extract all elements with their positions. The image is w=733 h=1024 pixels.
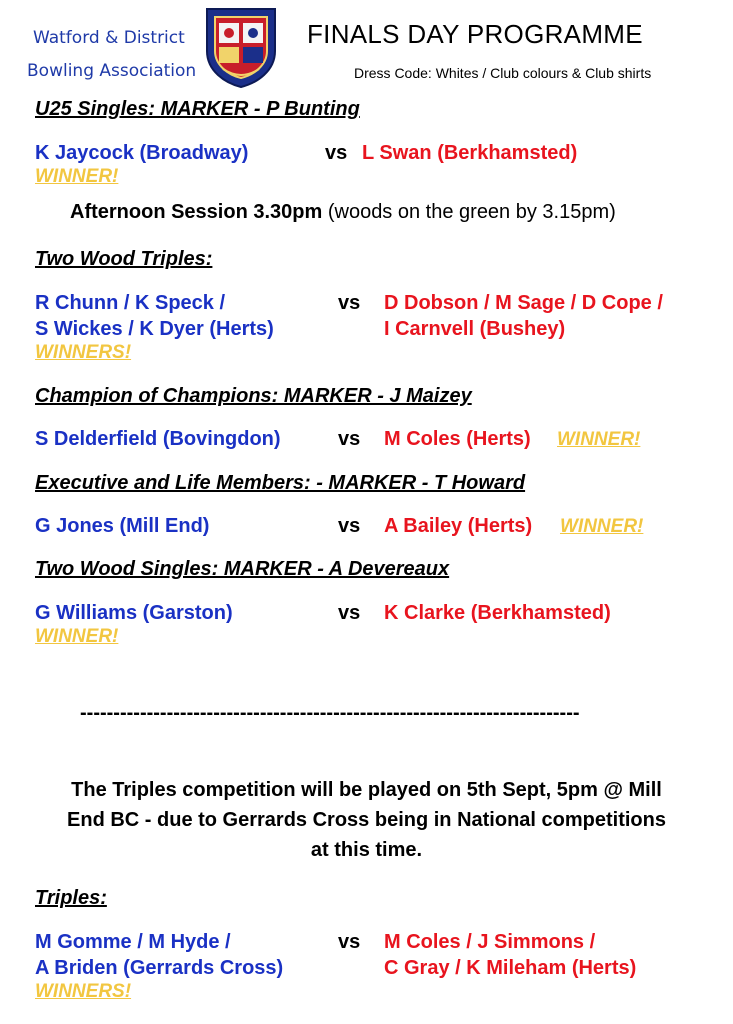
- page-title: FINALS DAY PROGRAMME: [307, 19, 643, 49]
- triples-left-line1: M Gomme / M Hyde /: [35, 931, 231, 953]
- two-wood-triples-left-line1: R Chunn / K Speck /: [35, 292, 226, 314]
- executive-player-left: G Jones (Mill End): [35, 515, 210, 537]
- executive-winner-label: WINNER!: [560, 516, 644, 537]
- triples-note-line1: The Triples competition will be played on 5th Sept, 5pm @ Mill: [71, 779, 662, 801]
- triples-right-line1: M Coles / J Simmons /: [384, 931, 596, 953]
- executive-life-members-heading: Executive and Life Members: - MARKER - T Howard: [35, 472, 526, 494]
- two-wood-triples-vs: vs: [338, 292, 361, 314]
- triples-note-line2: End BC - due to Gerrards Cross being in National competitions: [67, 809, 666, 831]
- u25-player-right: L Swan (Berkhamsted): [362, 142, 578, 164]
- u25-player-left: K Jaycock (Broadway): [35, 142, 249, 164]
- association-crest-logo: [205, 7, 277, 89]
- u25-vs: vs: [325, 142, 348, 164]
- afternoon-session-woods: (woods on the green by 3.15pm): [322, 201, 616, 223]
- triples-right-line2: C Gray / K Mileham (Herts): [384, 957, 637, 979]
- two-wood-triples-right-line1: D Dobson / M Sage / D Cope /: [384, 292, 663, 314]
- triples-schedule-note: [0, 775, 733, 865]
- u25-winner-label: WINNER!: [35, 166, 119, 187]
- association-name-line1: Watford & District: [33, 28, 185, 48]
- two-wood-singles-player-right: K Clarke (Berkhamsted): [384, 602, 611, 624]
- two-wood-triples-left-line2: S Wickes / K Dyer (Herts): [35, 318, 274, 340]
- two-wood-singles-winner-label: WINNER!: [35, 626, 119, 647]
- executive-vs: vs: [338, 515, 361, 537]
- section-divider: ---------------------------------------------------------------------------: [80, 702, 580, 724]
- champion-player-left: S Delderfield (Bovingdon): [35, 428, 281, 450]
- triples-note-line3: at this time.: [310, 839, 423, 861]
- two-wood-triples-heading: Two Wood Triples:: [35, 248, 213, 270]
- two-wood-singles-heading: Two Wood Singles: MARKER - A Devereaux: [35, 558, 450, 580]
- afternoon-session-time: Afternoon Session 3.30pm: [70, 201, 323, 223]
- champion-vs: vs: [338, 428, 361, 450]
- two-wood-triples-winner-label: WINNERS!: [35, 342, 132, 363]
- afternoon-session-note: [70, 201, 616, 224]
- champion-player-right: M Coles (Herts): [384, 428, 531, 450]
- association-name-line2: Bowling Association: [27, 61, 197, 81]
- triples-heading: Triples:: [35, 887, 107, 909]
- two-wood-triples-right-line2: I Carnvell (Bushey): [384, 318, 566, 340]
- triples-left-line2: A Briden (Gerrards Cross): [35, 957, 284, 979]
- u25-singles-heading: U25 Singles: MARKER - P Bunting: [35, 98, 360, 120]
- two-wood-singles-player-left: G Williams (Garston): [35, 602, 233, 624]
- dress-code: Dress Code: Whites / Club colours & Club shirts: [354, 65, 652, 81]
- two-wood-singles-vs: vs: [338, 602, 361, 624]
- champion-of-champions-heading: Champion of Champions: MARKER - J Maizey: [35, 385, 472, 407]
- champion-winner-label: WINNER!: [557, 429, 641, 450]
- triples-winner-label: WINNERS!: [35, 981, 132, 1002]
- executive-player-right: A Bailey (Herts): [384, 515, 533, 537]
- triples-vs: vs: [338, 931, 361, 953]
